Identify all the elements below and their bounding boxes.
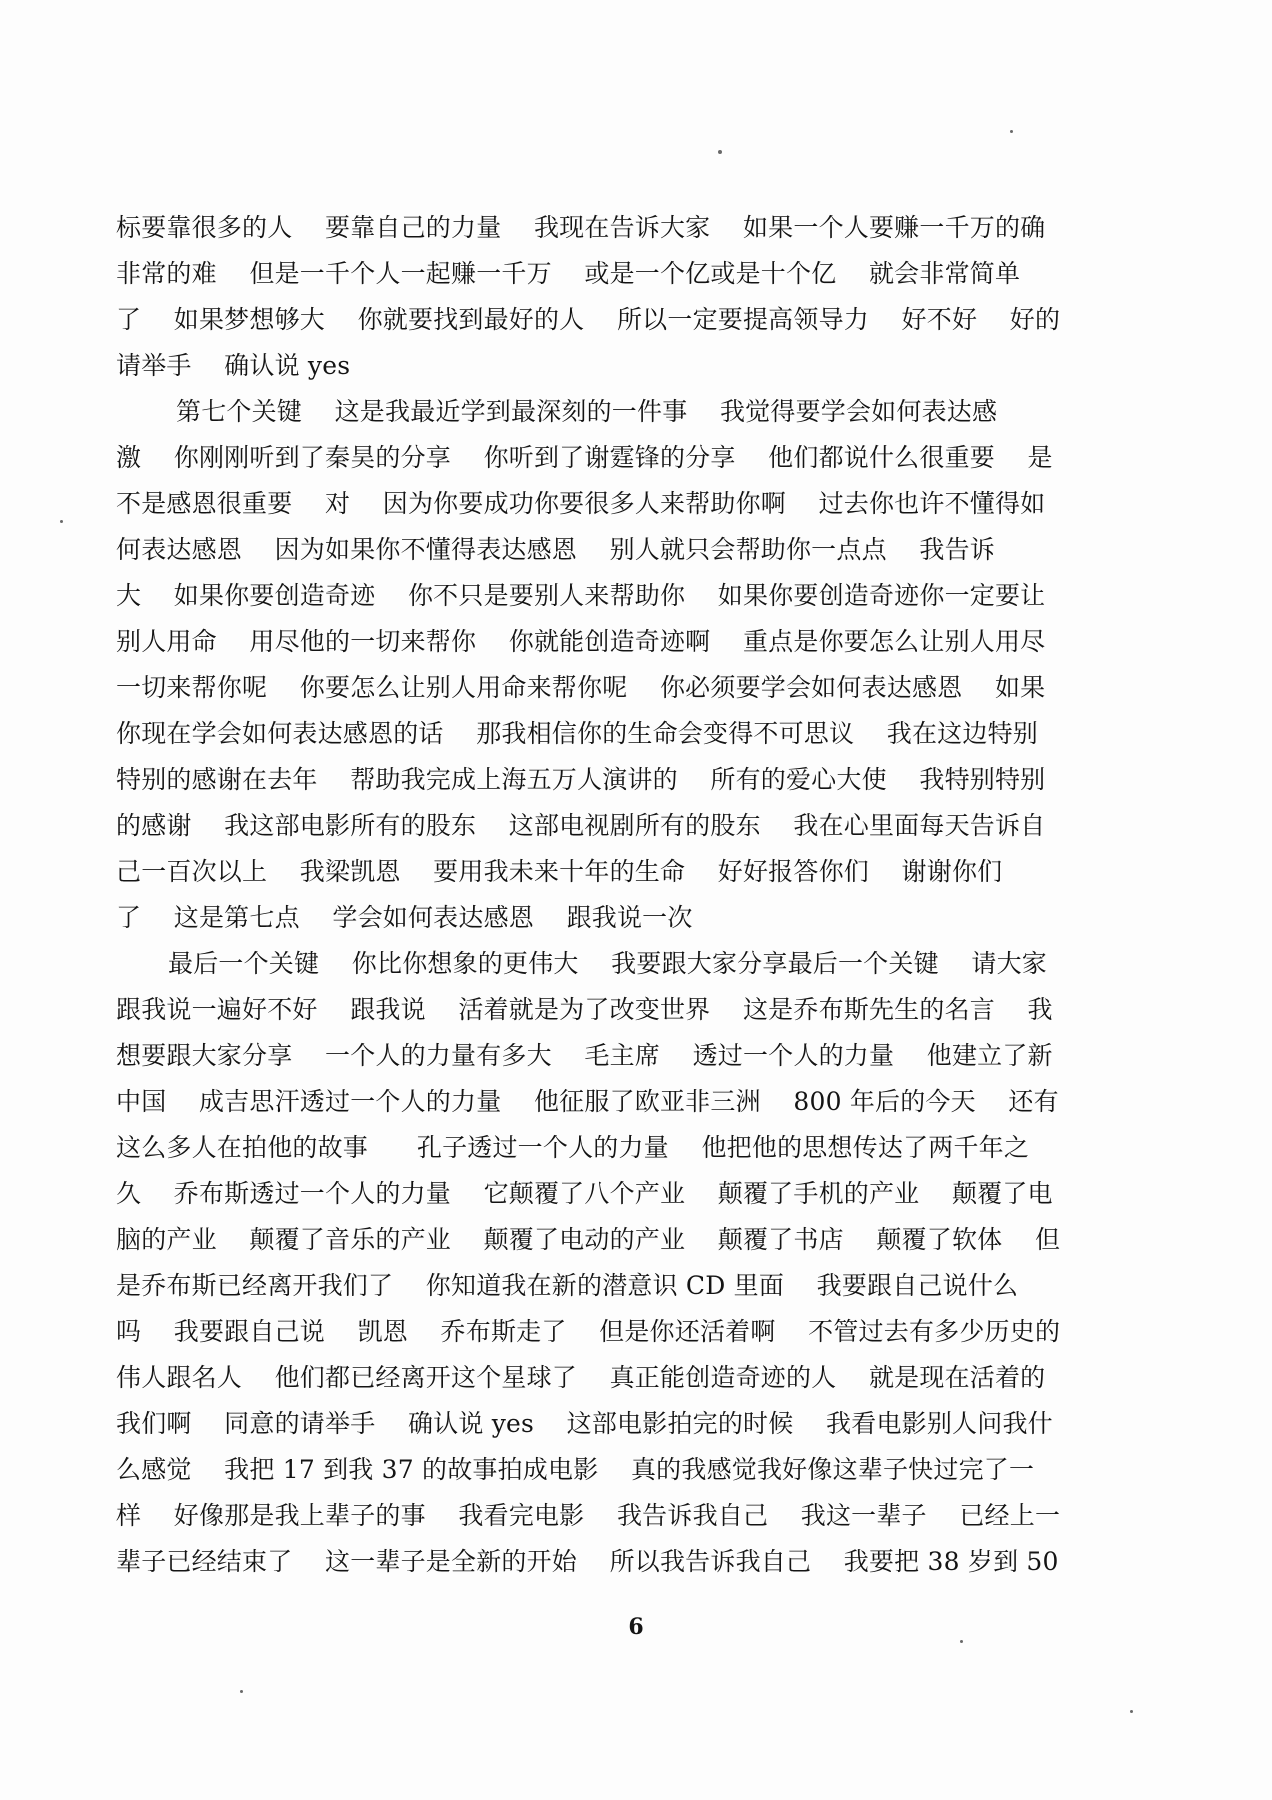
- text-line: 我们啊 同意的请举手 确认说 yes 这部电影拍完的时候 我看电影别人问我什: [116, 1409, 1053, 1438]
- scan-speck: [960, 1640, 963, 1643]
- text-line: 了 如果梦想够大 你就要找到最好的人 所以一定要提高领导力 好不好 好的: [116, 305, 1061, 334]
- text-line: 中国 成吉思汗透过一个人的力量 他征服了欧亚非三洲 800 年后的今天 还有: [116, 1087, 1059, 1116]
- text-line: 非常的难 但是一千个人一起赚一千万 或是一个亿或是十个亿 就会非常简单: [116, 259, 1021, 288]
- text-line: 样 好像那是我上辈子的事 我看完电影 我告诉我自己 我这一辈子 已经上一: [116, 1501, 1061, 1530]
- text-line: 己一百次以上 我梁凯恩 要用我未来十年的生命 好好报答你们 谢谢你们: [116, 857, 1003, 886]
- page-number: 6: [628, 1614, 644, 1640]
- text-line: 请举手 确认说 yes: [116, 351, 351, 380]
- text-line: 这么多人在拍他的故事 孔子透过一个人的力量 他把他的思想传达了两千年之: [116, 1133, 1030, 1162]
- scan-speck: [240, 1690, 243, 1693]
- scan-speck: [60, 520, 63, 523]
- scan-speck: [1010, 130, 1013, 133]
- text-line: 辈子已经结束了 这一辈子是全新的开始 所以我告诉我自己 我要把 38 岁到 50: [116, 1547, 1059, 1576]
- scan-speck: [1130, 1710, 1133, 1713]
- text-line: 你现在学会如何表达感恩的话 那我相信你的生命会变得不可思议 我在这边特别: [116, 719, 1038, 748]
- text-line: 标要靠很多的人 要靠自己的力量 我现在告诉大家 如果一个人要赚一千万的确: [116, 213, 1046, 242]
- text-line: 的感谢 我这部电影所有的股东 这部电视剧所有的股东 我在心里面每天告诉自: [116, 811, 1046, 840]
- text-line: 么感觉 我把 17 到我 37 的故事拍成电影 真的我感觉我好像这辈子快过完了一: [116, 1455, 1035, 1484]
- text-line: 久 乔布斯透过一个人的力量 它颠覆了八个产业 颠覆了手机的产业 颠覆了电: [116, 1179, 1053, 1208]
- text-line: 大 如果你要创造奇迹 你不只是要别人来帮助你 如果你要创造奇迹你一定要让: [116, 581, 1046, 610]
- text-line: 一切来帮你呢 你要怎么让别人用命来帮你呢 你必须要学会如何表达感恩 如果: [116, 673, 1046, 702]
- body-text: [116, 205, 1176, 1585]
- paragraph-start-line: 第七个关键 这是我最近学到最深刻的一件事 我觉得要学会如何表达感: [176, 397, 998, 426]
- text-line: 激 你刚刚听到了秦昊的分享 你听到了谢霆锋的分享 他们都说什么很重要 是: [116, 443, 1053, 472]
- text-line: 伟人跟名人 他们都已经离开这个星球了 真正能创造奇迹的人 就是现在活着的: [116, 1363, 1046, 1392]
- text-line: 吗 我要跟自己说 凯恩 乔布斯走了 但是你还活着啊 不管过去有多少历史的: [116, 1317, 1061, 1346]
- text-line: 跟我说一遍好不好 跟我说 活着就是为了改变世界 这是乔布斯先生的名言 我: [116, 995, 1053, 1024]
- text-line: 想要跟大家分享 一个人的力量有多大 毛主席 透过一个人的力量 他建立了新: [116, 1041, 1053, 1070]
- text-line: 特别的感谢在去年 帮助我完成上海五万人演讲的 所有的爱心大使 我特别特别: [116, 765, 1046, 794]
- text-line: 何表达感恩 因为如果你不懂得表达感恩 别人就只会帮助你一点点 我告诉: [116, 535, 995, 564]
- paragraph-start-line: 最后一个关键 你比你想象的更伟大 我要跟大家分享最后一个关键 请大家: [168, 949, 1047, 978]
- text-line: 了 这是第七点 学会如何表达感恩 跟我说一次: [116, 903, 693, 932]
- text-line: 不是感恩很重要 对 因为你要成功你要很多人来帮助你啊 过去你也许不懂得如: [116, 489, 1046, 518]
- text-line: 是乔布斯已经离开我们了 你知道我在新的潜意识 CD 里面 我要跟自己说什么: [116, 1271, 1019, 1300]
- scan-speck: [718, 150, 722, 154]
- text-line: 脑的产业 颠覆了音乐的产业 颠覆了电动的产业 颠覆了书店 颠覆了软体 但: [116, 1225, 1061, 1254]
- text-line: 别人用命 用尽他的一切来帮你 你就能创造奇迹啊 重点是你要怎么让别人用尽: [116, 627, 1046, 656]
